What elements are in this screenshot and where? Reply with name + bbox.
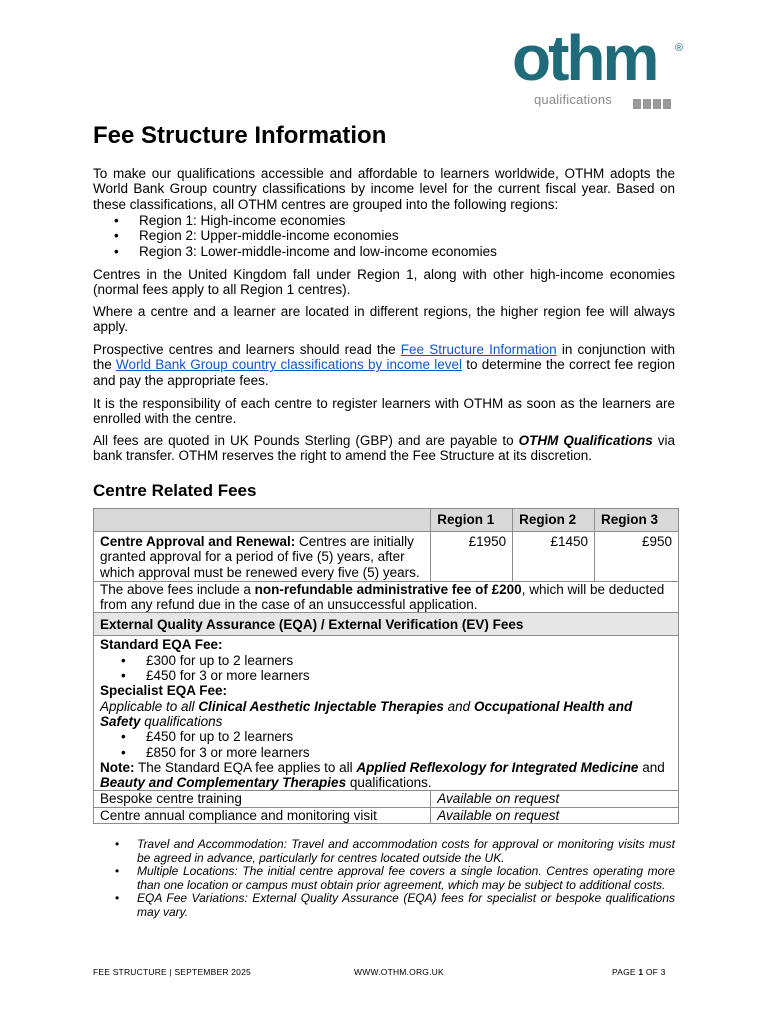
- othm-logo: [512, 22, 692, 110]
- region-item: • Region 1: High-income economies: [93, 213, 497, 228]
- specialist-eqa-list: [100, 729, 672, 760]
- specialist-desc-text-3: qualifications: [140, 713, 223, 729]
- list-item: • £450 for 3 or more learners: [100, 668, 672, 683]
- note-locations: • Multiple Locations: The initial centre approval fee covers a single location. Centres operating more than one location or campus must obtain prior agreement, which may be subject to additional costs.: [137, 864, 675, 892]
- specialist-desc-bold-2: Occupational Health and Safety: [100, 698, 633, 729]
- header-blank: [94, 509, 431, 532]
- compliance-visit-label: Centre annual compliance and monitoring visit: [94, 807, 431, 823]
- list-item: [93, 892, 675, 919]
- logo-registered-mark: ®: [675, 42, 684, 54]
- eqa-header: External Quality Assurance (EQA) / External Verification (EV) Fees: [94, 613, 679, 636]
- specialist-desc-text-2: and: [443, 698, 474, 714]
- eqa-note-text-1: The Standard EQA fee applies to all: [134, 759, 357, 775]
- eqa-note-bold-1: Applied Reflexology for Integrated Medicine: [356, 759, 639, 775]
- footer-website: WWW.OTHM.ORG.UK: [354, 967, 444, 977]
- table-row: [94, 791, 679, 807]
- intro-paragraph: To make our qualifications accessible and affordable to learners worldwide, OTHM adopts the World Bank Group country classifications by income level for the current fiscal year. Based on these classifications, all OTHM centres are grouped into the following regions:: [93, 166, 675, 212]
- standard-eqa-list: [100, 653, 672, 684]
- uk-paragraph: Centres in the United Kingdom fall under Region 1, along with other high-income economies (normal fees apply to all Region 1 centres).: [93, 267, 675, 298]
- bespoke-training-label: Bespoke centre training: [94, 791, 431, 807]
- admin-note-bold: non-refundable administrative fee of £200: [254, 581, 522, 597]
- eqa-note-text-3: qualifications.: [346, 775, 432, 791]
- admin-fee-note: [94, 581, 679, 613]
- header-region-3: Region 3: [595, 509, 679, 532]
- header-region-2: Region 2: [513, 509, 595, 532]
- logo-subtitle: qualifications: [534, 92, 612, 107]
- page-prefix: PAGE: [612, 967, 639, 977]
- read-text-3: to determine the correct fee region and pay the appropriate fees.: [93, 357, 675, 388]
- specialist-eqa-title: Specialist EQA Fee:: [100, 683, 228, 699]
- world-bank-link[interactable]: World Bank Group country classifications by income level: [116, 357, 462, 373]
- specialist-desc-bold-1: Clinical Aesthetic Injectable Therapies: [198, 698, 444, 714]
- approval-label: [94, 532, 431, 582]
- region-list: [93, 213, 497, 259]
- list-item: • £850 for 3 or more learners: [100, 745, 672, 760]
- note-eqa-variations: • EQA Fee Variations: External Quality Assurance (EQA) fees for specialist or bespoke qualifications may vary.: [137, 891, 675, 919]
- region-item: • Region 2: Upper-middle-income economies: [93, 228, 497, 243]
- list-item: • £450 for up to 2 learners: [100, 729, 672, 744]
- eqa-note-text-2: and: [638, 759, 665, 775]
- eqa-note: [100, 760, 672, 791]
- list-item: • £300 for up to 2 learners: [100, 653, 672, 668]
- approval-fee-region-2: £1450: [513, 532, 595, 582]
- page-suffix: OF 3: [643, 967, 666, 977]
- compliance-visit-value: Available on request: [431, 807, 679, 823]
- region-item: • Region 3: Lower-middle-income and low-income economies: [93, 244, 497, 259]
- approval-fee-region-3: £950: [595, 532, 679, 582]
- read-text-2: in conjunction with the: [93, 342, 675, 373]
- bespoke-training-value: Available on request: [431, 791, 679, 807]
- approval-label-bold: Centre Approval and Renewal:: [100, 534, 296, 549]
- table-row: [94, 807, 679, 823]
- gbp-text-2: via bank transfer. OTHM reserves the right to amend the Fee Structure at its discretion.: [93, 433, 675, 464]
- list-item: [93, 838, 675, 865]
- footer-page-number: [612, 967, 666, 977]
- read-text-1: Prospective centres and learners should read the: [93, 342, 401, 357]
- read-paragraph: [93, 342, 675, 388]
- eqa-note-label: Note:: [100, 759, 135, 775]
- table-row: [94, 532, 679, 582]
- admin-note-text-2: , which will be deducted from any refund due in the case of an unsuccessful application.: [100, 581, 665, 613]
- notes-list: [93, 838, 675, 920]
- logo-blocks-icon: [633, 96, 673, 114]
- table-row: [94, 613, 679, 636]
- eqa-note-bold-2: Beauty and Complementary Therapies: [100, 775, 347, 791]
- different-regions-paragraph: Where a centre and a learner are located in different regions, the higher region fee will always apply.: [93, 304, 675, 335]
- table-row: [94, 636, 679, 791]
- responsibility-paragraph: It is the responsibility of each centre to register learners with OTHM as soon as the learners are enrolled with the centre.: [93, 396, 675, 427]
- fee-table: [93, 508, 679, 824]
- note-travel: • Travel and Accommodation: Travel and accommodation costs for approval or monitoring visits must be agreed in advance, particularly for centres located outside the UK.: [137, 837, 675, 865]
- page-num: 1: [638, 967, 644, 977]
- list-item: [93, 865, 675, 892]
- header-region-1: Region 1: [431, 509, 513, 532]
- approval-label-text: Centres are initially granted approval for a period of five (5) years, after which approval must be renewed every five (5) years.: [100, 534, 420, 580]
- gbp-paragraph: [93, 433, 675, 464]
- section-title: Centre Related Fees: [93, 481, 257, 500]
- eqa-details: [94, 636, 679, 791]
- admin-note-text-1: The above fees include a: [100, 581, 255, 597]
- table-header-row: [94, 509, 679, 532]
- gbp-bold: OTHM Qualifications: [518, 433, 653, 448]
- specialist-eqa-description: [100, 699, 672, 730]
- specialist-desc-text-1: Applicable to all: [100, 698, 199, 714]
- table-row: [94, 581, 679, 613]
- standard-eqa-title: Standard EQA Fee:: [100, 637, 223, 653]
- page-title: Fee Structure Information: [93, 122, 387, 149]
- footer-left: FEE STRUCTURE | SEPTEMBER 2025: [93, 967, 251, 977]
- fee-structure-link[interactable]: Fee Structure Information: [400, 342, 557, 357]
- approval-fee-region-1: £1950: [431, 532, 513, 582]
- gbp-text-1: All fees are quoted in UK Pounds Sterling (GBP) and are payable to: [93, 433, 519, 448]
- logo-wordmark: othm: [512, 22, 657, 94]
